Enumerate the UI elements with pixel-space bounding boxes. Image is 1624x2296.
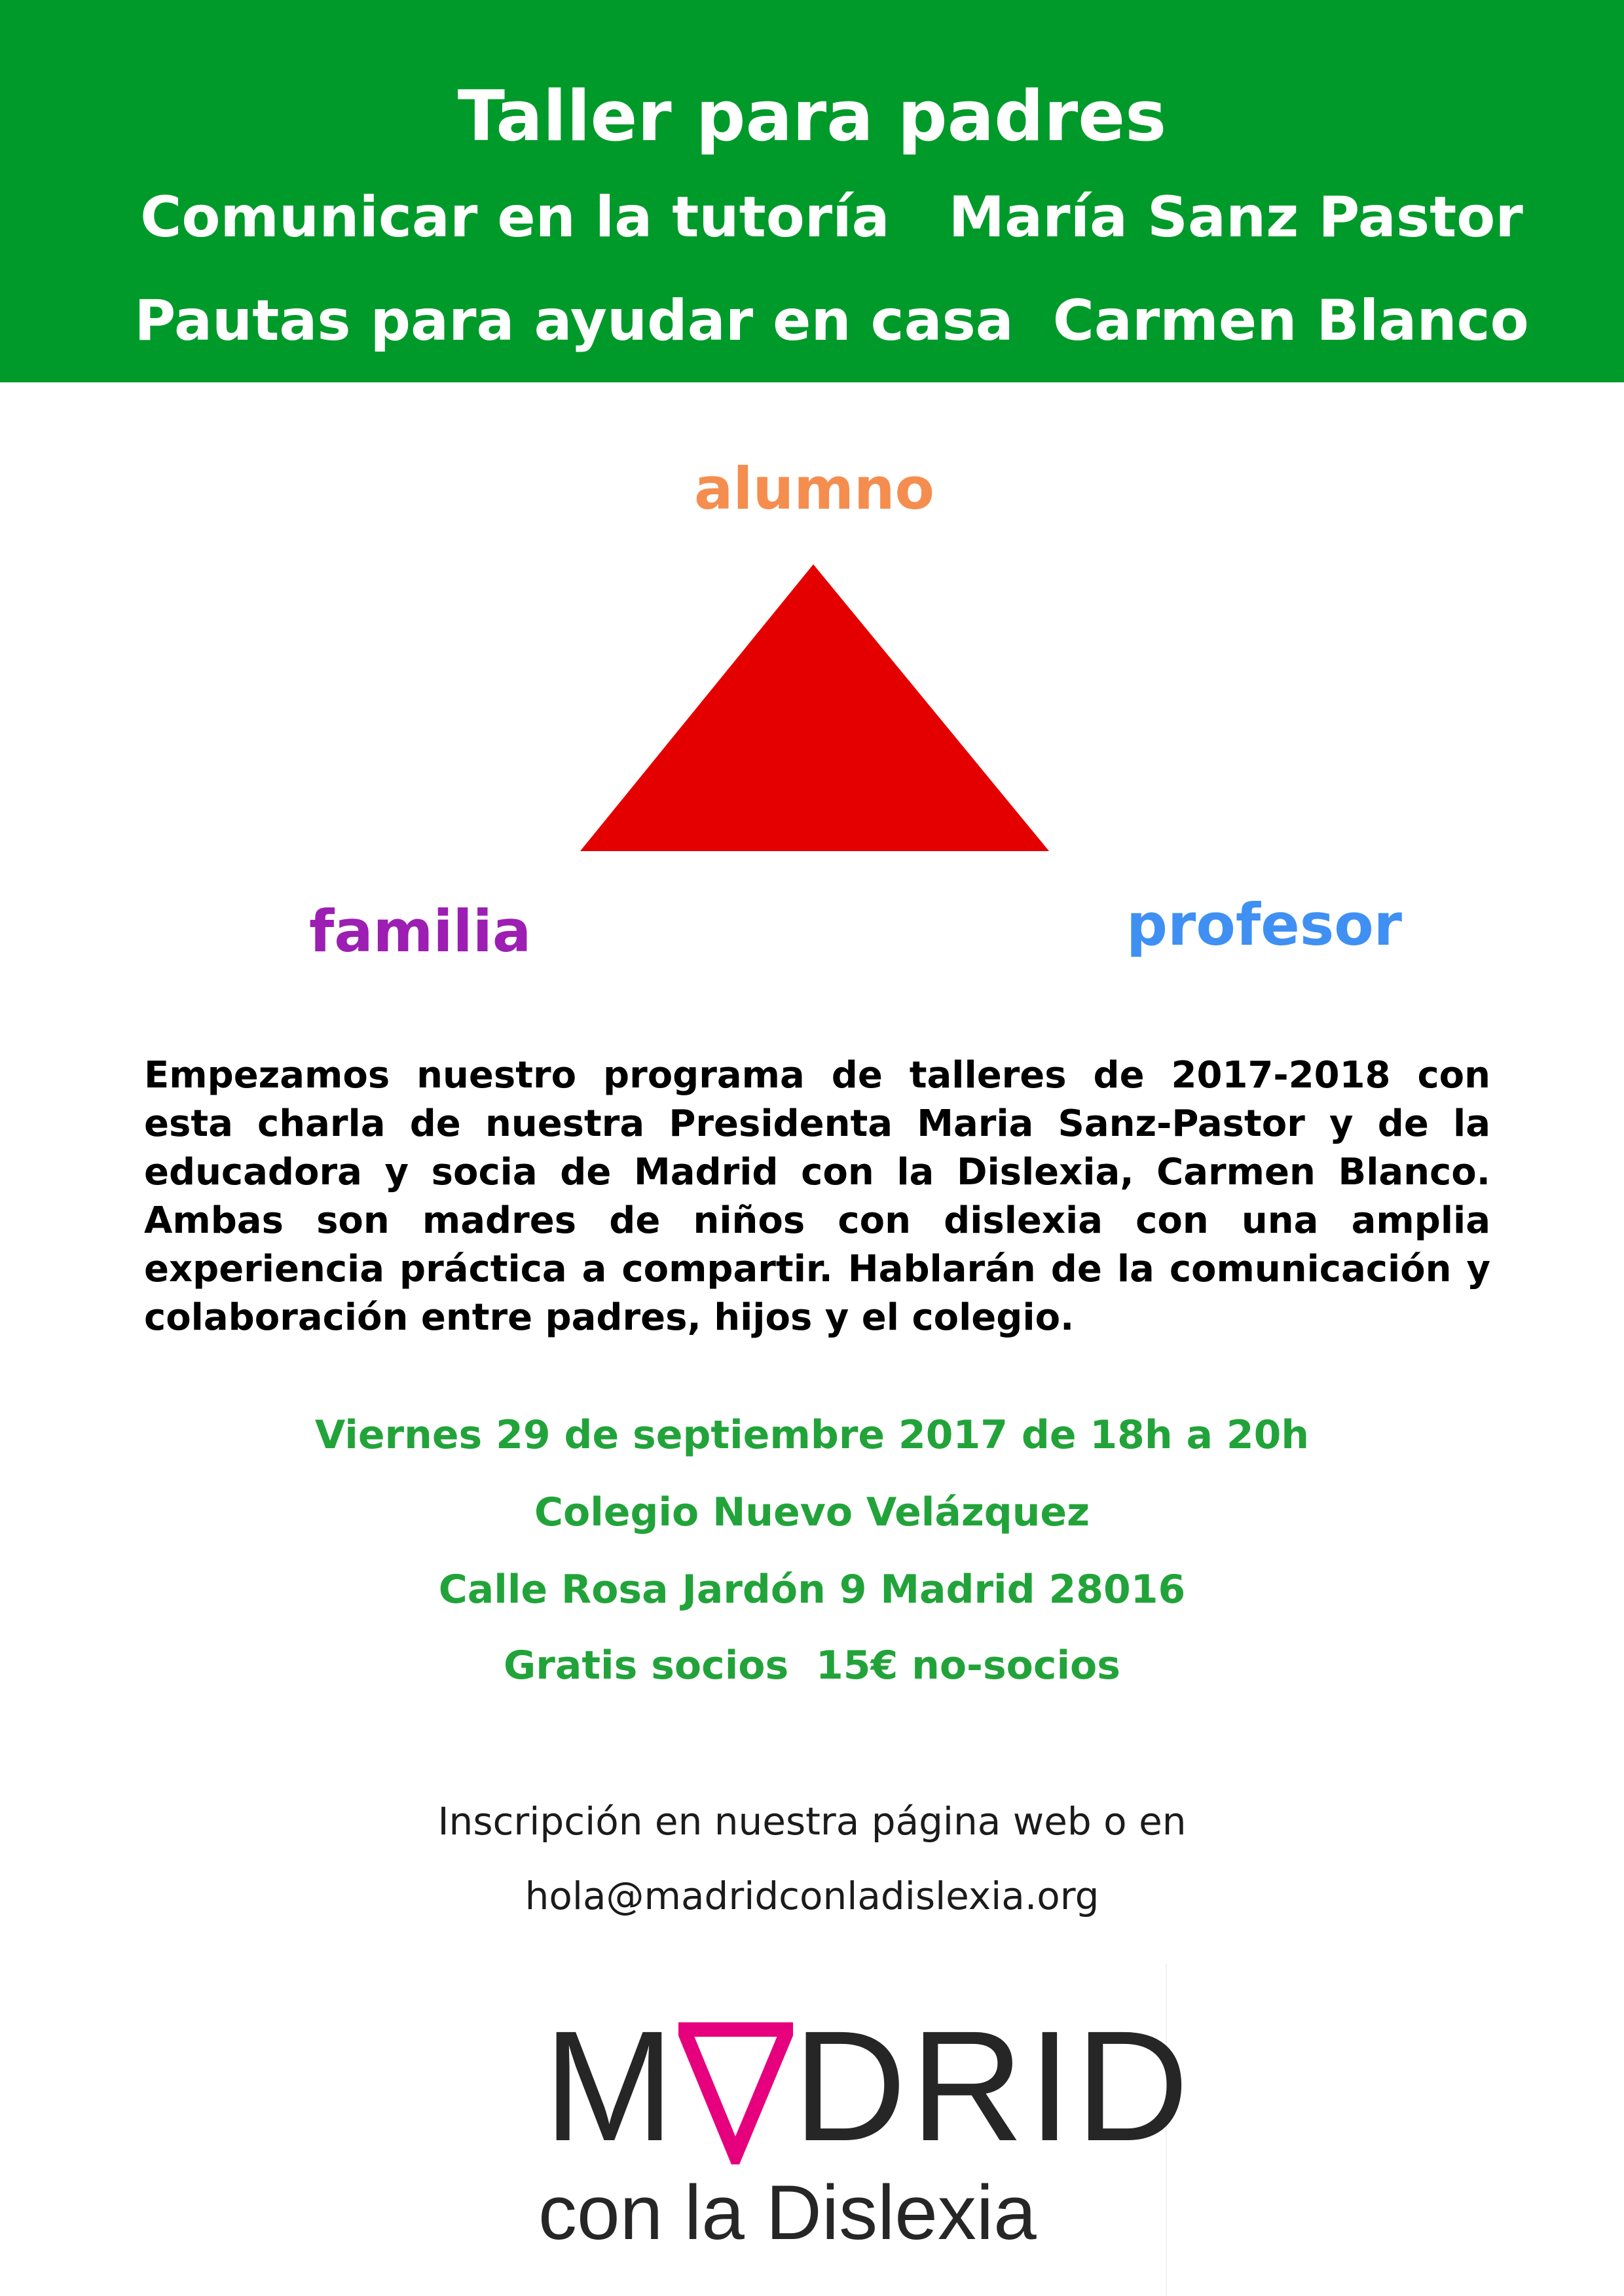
event-venue: Colegio Nuevo Velázquez: [534, 1489, 1090, 1535]
triangle-diagram: [579, 563, 1050, 852]
red-triangle: [580, 564, 1049, 851]
workshop-subtitle-2: Pautas para ayudar en casa Carmen Blanco: [134, 288, 1529, 354]
header-banner: [0, 0, 1624, 382]
label-alumno: alumno: [694, 455, 934, 522]
logo: [445, 1964, 1193, 2296]
logo-inverted-a-icon: [678, 2007, 793, 2164]
contact-email[interactable]: hola@madridconladislexia.org: [525, 1874, 1099, 1918]
event-price: Gratis socios 15€ no-socios: [504, 1643, 1120, 1688]
event-date: Viernes 29 de septiembre 2017 de 18h a 20h: [314, 1412, 1310, 1458]
logo-subtitle: con la Dislexia: [538, 2170, 1037, 2256]
description-paragraph: Empezamos nuestro programa de talleres de 2017-2018 con esta charla de nuestra Presidenta Maria Sanz-Pastor y de la educadora y socia de Madrid con la Dislexia, Carmen Blanco. Ambas son madres de niños con dislexia con una amplia experiencia práctica a compartir. Hablarán de la comunicación y colaboración entre padres, hijos y el colegio.: [144, 1054, 1490, 1339]
event-address: Calle Rosa Jardón 9 Madrid 28016: [438, 1567, 1186, 1613]
label-familia: familia: [309, 898, 532, 965]
workshop-title: Taller para padres: [457, 76, 1167, 156]
logo-letter-m: M: [544, 1998, 678, 2174]
registration-text: Inscripción en nuestra página web o en: [437, 1799, 1187, 1844]
logo-wordmark: [544, 1998, 1193, 2174]
label-profesor: profesor: [1126, 891, 1403, 958]
logo-letters-drid: DRID: [792, 1998, 1193, 2174]
workshop-subtitle-1: Comunicar en la tutoría María Sanz Pastor: [140, 185, 1523, 250]
